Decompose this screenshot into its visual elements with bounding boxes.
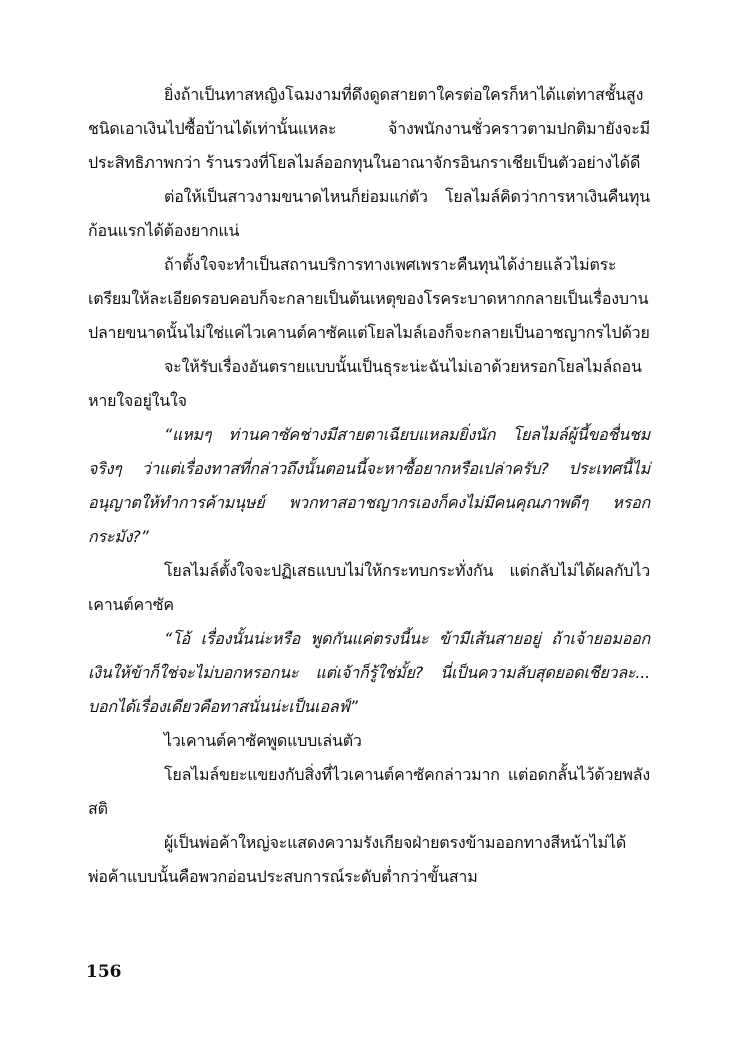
paragraph: โยลไมล์ขยะแขยงกับสิ่งที่ไวเคานต์คาซัคกล่าวมาก แต่อดกลั้นไว้ด้วยพลังสติ <box>88 765 650 818</box>
body-text <box>88 78 650 894</box>
paragraph: จะให้รับเรื่องอันตรายแบบนั้นเป็นธุระน่ะฉันไม่เอาด้วยหรอกโยลไมล์ถอนหายใจอยู่ในใจ <box>88 357 642 410</box>
paragraph: ไวเคานต์คาซัคพูดแบบเล่นตัว <box>164 731 362 750</box>
page-number: 156 <box>86 962 122 982</box>
paragraph: ถ้าตั้งใจจะทำเป็นสถานบริการทางเพศเพราะคืนทุนได้ง่ายแล้วไม่ตระเตรียมให้ละเอียดรอบคอบก็จะกลายเป็นต้นเหตุของโรคระบาดหากกลายเป็นเรื่องบานปลายขนาดนั้นไม่ใช่แค่ไวเคานต์คาซัคแต่โยลไมล์เองก็จะกลายเป็นอาชญากรไปด้วย <box>88 255 650 342</box>
dialogue-paragraph: “แหมๆ ท่านคาซัคช่างมีสายตาเฉียบแหลมยิ่งนัก โยลไมล์ผู้นี้ขอชื่นชมจริงๆ ว่าแต่เรื่องทาสที่กล่าวถึงนั้นตอนนี้จะหาซื้อยากหรือเปล่าครับ? ประเทศนี้ไม่อนุญาตให้ทำการค้ามนุษย์ พวกทาสอาชญากรเองก็คงไม่มีคนคุณภาพดีๆ หรอกกระมัง?” <box>88 425 650 546</box>
dialogue-paragraph: “โอ้ เรื่องนั้นน่ะหรือ พูดกันแค่ตรงนี้นะ ข้ามีเส้นสายอยู่ ถ้าเจ้ายอมออกเงินให้ข้าก็ใช่จะไม่บอกหรอกนะ แต่เจ้าก็รู้ใช่มั้ย? นี่เป็นความลับสุดยอดเชียวละ... บอกได้เรื่องเดียวคือทาสนั่นน่ะเป็นเอลฟ์” <box>88 629 650 716</box>
paragraph: ต่อให้เป็นสาวงามขนาดไหนก็ย่อมแก่ตัว โยลไมล์คิดว่าการหาเงินคืนทุนก้อนแรกได้ต้องยากแน่ <box>88 187 650 240</box>
paragraph: ผู้เป็นพ่อค้าใหญ่จะแสดงความรังเกียจฝ่ายตรงข้ามออกทางสีหน้าไม่ได้ พ่อค้าแบบนั้นคือพวกอ่อนประสบการณ์ระดับต่ำกว่าขั้นสาม <box>88 833 627 886</box>
paragraph: ยิ่งถ้าเป็นทาสหญิงโฉมงามที่ดึงดูดสายตาใครต่อใครก็หาได้แต่ทาสชั้นสูงชนิดเอาเงินไปซื้อบ้านได้เท่านั้นแหละ จ้างพนักงานชั่วคราวตามปกติมายังจะมีประสิทธิภาพกว่า ร้านรวงที่โยลไมล์ออกทุนในอาณาจักรอินกราเชียเป็นตัวอย่างได้ดี <box>88 85 650 172</box>
paragraph: โยลไมล์ตั้งใจจะปฏิเสธแบบไม่ให้กระทบกระทั่งกัน แต่กลับไม่ได้ผลกับไวเคานต์คาซัค <box>88 561 650 614</box>
